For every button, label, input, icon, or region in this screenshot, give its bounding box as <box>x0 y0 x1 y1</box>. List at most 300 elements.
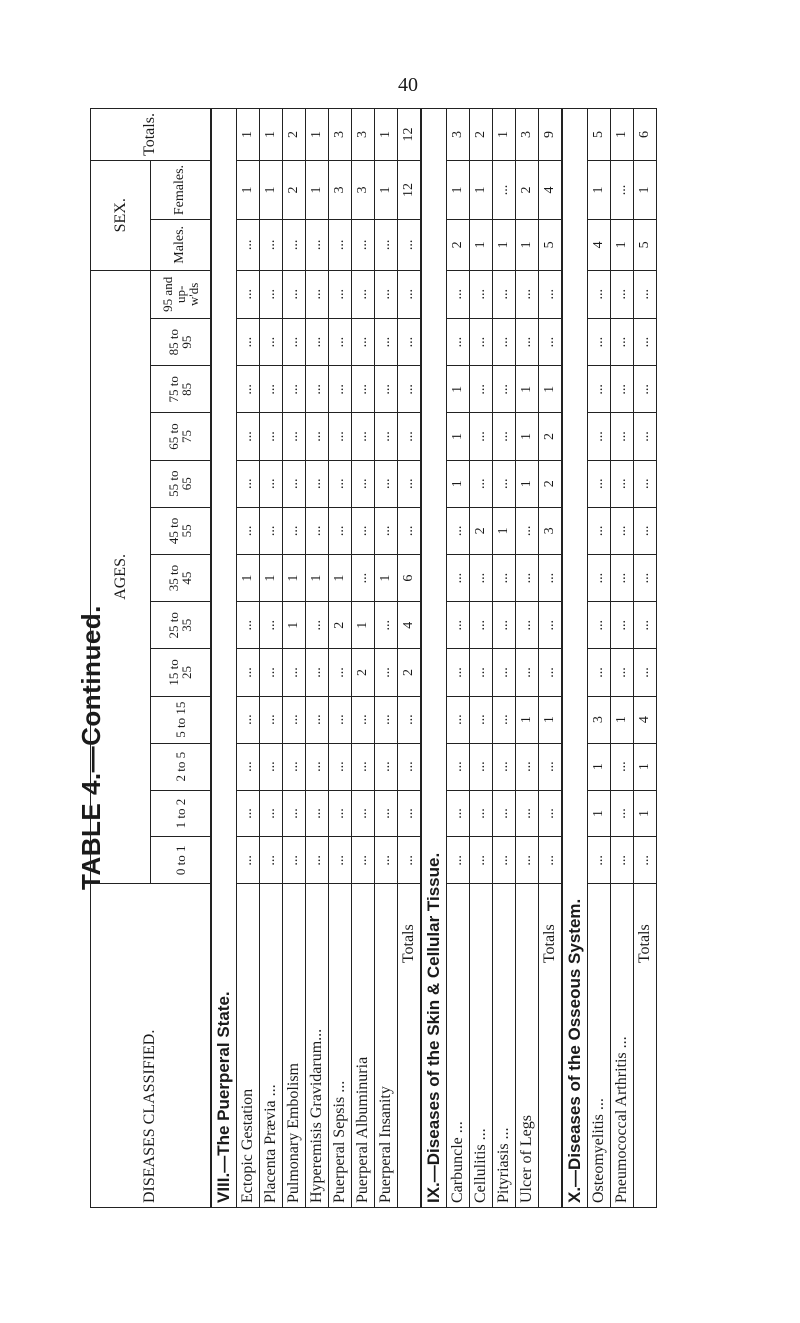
age-group-header: 75 to 85 <box>151 366 211 413</box>
age-count: ... <box>469 555 492 602</box>
age-count: ... <box>351 555 374 602</box>
age-count: ... <box>397 837 421 884</box>
age-count: 1 <box>587 743 610 790</box>
age-count: ... <box>236 460 259 507</box>
age-group-header: 5 to 15 <box>151 696 211 743</box>
age-count: ... <box>236 696 259 743</box>
age-count: ... <box>538 649 562 696</box>
age-count: ... <box>259 837 282 884</box>
males-count: ... <box>328 220 351 270</box>
age-count: ... <box>610 555 633 602</box>
age-count: ... <box>492 555 515 602</box>
age-count: 1 <box>282 555 305 602</box>
age-count: ... <box>492 790 515 837</box>
age-count: ... <box>446 790 469 837</box>
age-count: ... <box>305 602 328 649</box>
females-count: ... <box>610 160 633 219</box>
age-count: ... <box>259 319 282 366</box>
age-count: ... <box>469 649 492 696</box>
age-count: ... <box>469 602 492 649</box>
age-count: ... <box>259 366 282 413</box>
age-count: ... <box>282 649 305 696</box>
total-count: 3 <box>446 109 469 161</box>
age-count: ... <box>469 413 492 460</box>
totals-row <box>538 109 562 1208</box>
males-count: 1 <box>610 220 633 270</box>
age-count: ... <box>587 270 610 319</box>
disease-row <box>515 109 538 1208</box>
age-count: 1 <box>446 460 469 507</box>
age-count: ... <box>328 413 351 460</box>
age-count: ... <box>587 366 610 413</box>
age-count: 3 <box>538 507 562 554</box>
totals-label: Totals <box>397 884 421 1208</box>
age-count: ... <box>236 366 259 413</box>
age-count: ... <box>446 649 469 696</box>
age-count: ... <box>351 743 374 790</box>
age-count: ... <box>305 790 328 837</box>
age-count: 2 <box>351 649 374 696</box>
age-count: ... <box>328 696 351 743</box>
page-number: 40 <box>398 74 418 96</box>
males-count: 5 <box>633 220 656 270</box>
age-count: 1 <box>515 366 538 413</box>
disease-row <box>587 109 610 1208</box>
age-count: ... <box>515 319 538 366</box>
disease-name: Puerperal Albuminuria <box>351 884 374 1208</box>
disease-row <box>259 109 282 1208</box>
age-count: 1 <box>236 555 259 602</box>
age-count: ... <box>397 507 421 554</box>
females-count: 1 <box>633 160 656 219</box>
age-count: 4 <box>633 696 656 743</box>
age-count: ... <box>469 319 492 366</box>
disease-row <box>351 109 374 1208</box>
age-count: ... <box>374 413 397 460</box>
age-group-header: 55 to 65 <box>151 460 211 507</box>
age-count: ... <box>469 837 492 884</box>
females-count: 2 <box>282 160 305 219</box>
age-count: ... <box>259 507 282 554</box>
age-count: ... <box>282 270 305 319</box>
age-count: ... <box>492 602 515 649</box>
section-row <box>211 109 237 1208</box>
age-count: ... <box>351 837 374 884</box>
age-count: ... <box>305 837 328 884</box>
age-count: ... <box>538 319 562 366</box>
age-count: ... <box>236 413 259 460</box>
age-count: ... <box>259 696 282 743</box>
disease-row <box>236 109 259 1208</box>
age-count: ... <box>397 319 421 366</box>
age-count: ... <box>492 413 515 460</box>
age-count: ... <box>259 602 282 649</box>
age-count: 2 <box>538 413 562 460</box>
age-count: ... <box>633 460 656 507</box>
disease-name: Hyperemisis Gravidarum... <box>305 884 328 1208</box>
disease-row <box>610 109 633 1208</box>
age-count: ... <box>587 649 610 696</box>
age-count: ... <box>328 743 351 790</box>
age-count: ... <box>469 270 492 319</box>
males-count: ... <box>397 220 421 270</box>
age-count: ... <box>374 602 397 649</box>
total-count: 3 <box>515 109 538 161</box>
males-count: 1 <box>469 220 492 270</box>
age-count: ... <box>397 790 421 837</box>
age-count: ... <box>282 696 305 743</box>
age-count: ... <box>374 696 397 743</box>
disease-row <box>328 109 351 1208</box>
males-count: ... <box>374 220 397 270</box>
age-count: ... <box>236 837 259 884</box>
age-count: ... <box>446 319 469 366</box>
age-count: ... <box>515 270 538 319</box>
age-count: 1 <box>282 602 305 649</box>
age-count: ... <box>587 555 610 602</box>
total-count: 2 <box>469 109 492 161</box>
disease-row <box>492 109 515 1208</box>
males-count: 5 <box>538 220 562 270</box>
age-count: ... <box>610 790 633 837</box>
age-count: ... <box>351 460 374 507</box>
females-count: 1 <box>469 160 492 219</box>
age-count: ... <box>633 649 656 696</box>
disease-row <box>469 109 492 1208</box>
age-count: ... <box>492 696 515 743</box>
age-count: ... <box>305 270 328 319</box>
total-count: 6 <box>633 109 656 161</box>
age-count: ... <box>492 366 515 413</box>
age-count: ... <box>374 649 397 696</box>
disease-name: Osteomyelitis ... <box>587 884 610 1208</box>
age-count: ... <box>397 460 421 507</box>
age-count: ... <box>397 270 421 319</box>
disease-name: Cellulitis ... <box>469 884 492 1208</box>
females-count: 4 <box>538 160 562 219</box>
disease-row <box>374 109 397 1208</box>
age-count: ... <box>282 413 305 460</box>
total-count: 1 <box>236 109 259 161</box>
age-count: ... <box>515 555 538 602</box>
disease-name: Pulmonary Embolism <box>282 884 305 1208</box>
females-count: 1 <box>446 160 469 219</box>
age-count: ... <box>538 555 562 602</box>
age-count: 1 <box>374 555 397 602</box>
females-count: 1 <box>587 160 610 219</box>
age-group-header: 85 to 95 <box>151 319 211 366</box>
males-count: ... <box>305 220 328 270</box>
age-count: ... <box>538 790 562 837</box>
age-count: ... <box>351 507 374 554</box>
age-count: ... <box>538 270 562 319</box>
table-title: TABLE 4.—Continued. <box>76 605 106 890</box>
females-count: 3 <box>328 160 351 219</box>
age-count: 1 <box>633 743 656 790</box>
females-count: 1 <box>374 160 397 219</box>
total-count: 1 <box>374 109 397 161</box>
age-count: ... <box>282 319 305 366</box>
age-count: ... <box>492 270 515 319</box>
age-count: ... <box>259 460 282 507</box>
age-count: ... <box>515 837 538 884</box>
age-count: ... <box>610 460 633 507</box>
age-count: 1 <box>633 790 656 837</box>
age-count: ... <box>236 319 259 366</box>
age-count: ... <box>469 460 492 507</box>
age-count: ... <box>610 270 633 319</box>
age-count: ... <box>610 366 633 413</box>
males-count: ... <box>236 220 259 270</box>
section-title: IX.—Diseases of the Skin & Cellular Tissue. <box>421 109 447 1208</box>
age-count: ... <box>446 555 469 602</box>
age-count: ... <box>374 790 397 837</box>
age-count: 1 <box>515 460 538 507</box>
age-count: ... <box>610 413 633 460</box>
age-count: 2 <box>538 460 562 507</box>
age-count: ... <box>469 366 492 413</box>
age-count: ... <box>351 413 374 460</box>
age-count: ... <box>374 319 397 366</box>
age-count: ... <box>305 696 328 743</box>
total-count: 3 <box>328 109 351 161</box>
age-count: 3 <box>587 696 610 743</box>
age-count: ... <box>515 602 538 649</box>
age-count: 1 <box>305 555 328 602</box>
age-count: 1 <box>446 413 469 460</box>
age-count: ... <box>236 743 259 790</box>
age-count: ... <box>259 790 282 837</box>
age-count: ... <box>305 460 328 507</box>
females-count: 1 <box>259 160 282 219</box>
age-count: 4 <box>397 602 421 649</box>
section-title: VIII.—The Puerperal State. <box>211 109 237 1208</box>
age-count: ... <box>469 790 492 837</box>
age-count: ... <box>374 366 397 413</box>
disease-name: Ulcer of Legs <box>515 884 538 1208</box>
age-count: ... <box>328 460 351 507</box>
age-count: ... <box>633 366 656 413</box>
age-count: ... <box>610 507 633 554</box>
age-count: ... <box>610 602 633 649</box>
age-count: ... <box>282 507 305 554</box>
age-count: ... <box>610 649 633 696</box>
age-count: ... <box>538 743 562 790</box>
age-count: 1 <box>538 366 562 413</box>
age-count: ... <box>259 413 282 460</box>
age-count: ... <box>351 696 374 743</box>
age-count: ... <box>515 790 538 837</box>
age-count: 1 <box>610 696 633 743</box>
total-count: 1 <box>305 109 328 161</box>
age-count: ... <box>515 743 538 790</box>
age-group-header: 15 to 25 <box>151 649 211 696</box>
age-count: ... <box>587 837 610 884</box>
diseases-table <box>90 108 657 1208</box>
total-count: 9 <box>538 109 562 161</box>
females-count: 12 <box>397 160 421 219</box>
age-count: ... <box>587 460 610 507</box>
age-count: ... <box>492 649 515 696</box>
age-count: ... <box>492 460 515 507</box>
age-group-header: 35 to 45 <box>151 555 211 602</box>
age-count: ... <box>305 413 328 460</box>
age-count: ... <box>446 696 469 743</box>
age-count: ... <box>236 602 259 649</box>
total-count: 5 <box>587 109 610 161</box>
disease-name: Placenta Prævia ... <box>259 884 282 1208</box>
age-count: ... <box>351 366 374 413</box>
age-count: ... <box>328 649 351 696</box>
disease-name: Carbuncle ... <box>446 884 469 1208</box>
age-count: ... <box>282 743 305 790</box>
age-count: ... <box>328 270 351 319</box>
age-count: ... <box>538 602 562 649</box>
age-count: ... <box>633 602 656 649</box>
females-header: Females. <box>151 160 211 219</box>
age-count: 1 <box>492 507 515 554</box>
females-count: 1 <box>305 160 328 219</box>
totals-label: Totals <box>538 884 562 1208</box>
age-count: ... <box>328 319 351 366</box>
age-count: ... <box>633 507 656 554</box>
age-count: ... <box>633 413 656 460</box>
age-group-header: 65 to 75 <box>151 413 211 460</box>
disease-row <box>282 109 305 1208</box>
age-count: ... <box>397 366 421 413</box>
males-count: ... <box>259 220 282 270</box>
age-count: ... <box>259 270 282 319</box>
females-count: ... <box>492 160 515 219</box>
age-count: ... <box>515 649 538 696</box>
age-count: ... <box>236 790 259 837</box>
age-count: ... <box>587 319 610 366</box>
age-count: ... <box>374 460 397 507</box>
males-count: 2 <box>446 220 469 270</box>
disease-row <box>446 109 469 1208</box>
age-count: ... <box>492 743 515 790</box>
age-count: ... <box>538 837 562 884</box>
total-count: 3 <box>351 109 374 161</box>
disease-name: Pneumococcal Arthritis ... <box>610 884 633 1208</box>
age-count: ... <box>610 319 633 366</box>
age-count: 1 <box>328 555 351 602</box>
age-count: ... <box>328 507 351 554</box>
age-count: ... <box>259 649 282 696</box>
disease-name: Ectopic Gestation <box>236 884 259 1208</box>
age-count: ... <box>328 837 351 884</box>
age-count: ... <box>351 319 374 366</box>
age-count: ... <box>610 743 633 790</box>
age-count: ... <box>446 743 469 790</box>
age-count: ... <box>282 790 305 837</box>
age-count: 6 <box>397 555 421 602</box>
age-count: ... <box>282 460 305 507</box>
age-count: ... <box>492 319 515 366</box>
males-count: 1 <box>515 220 538 270</box>
total-count: 1 <box>259 109 282 161</box>
females-count: 1 <box>236 160 259 219</box>
age-count: 1 <box>515 413 538 460</box>
totals-row <box>633 109 656 1208</box>
totals-header: Totals. <box>91 109 211 161</box>
age-count: 1 <box>587 790 610 837</box>
age-count: ... <box>633 270 656 319</box>
males-count: ... <box>282 220 305 270</box>
age-count: ... <box>328 790 351 837</box>
males-count: 1 <box>492 220 515 270</box>
males-count: ... <box>351 220 374 270</box>
age-count: ... <box>446 507 469 554</box>
age-count: ... <box>351 790 374 837</box>
males-header: Males. <box>151 220 211 270</box>
age-count: ... <box>328 366 351 413</box>
age-count: ... <box>397 743 421 790</box>
age-count: ... <box>259 743 282 790</box>
totals-label: Totals <box>633 884 656 1208</box>
age-count: ... <box>305 649 328 696</box>
age-count: ... <box>469 743 492 790</box>
section-title: X.—Diseases of the Osseous System. <box>562 109 588 1208</box>
age-count: ... <box>397 696 421 743</box>
age-count: ... <box>469 696 492 743</box>
age-count: ... <box>374 270 397 319</box>
age-group-header: 1 to 2 <box>151 790 211 837</box>
age-group-header: 25 to 35 <box>151 602 211 649</box>
disease-name: Pityriasis ... <box>492 884 515 1208</box>
total-count: 1 <box>492 109 515 161</box>
totals-row <box>397 109 421 1208</box>
diseases-header: DISEASES CLASSIFIED. <box>91 884 211 1208</box>
females-count: 2 <box>515 160 538 219</box>
age-count: ... <box>446 837 469 884</box>
disease-name: Puerperal Sepsis ... <box>328 884 351 1208</box>
ages-header: AGES. <box>91 270 151 884</box>
age-count: ... <box>587 413 610 460</box>
age-group-header: 2 to 5 <box>151 743 211 790</box>
age-count: ... <box>587 507 610 554</box>
age-count: ... <box>351 270 374 319</box>
age-count: ... <box>374 837 397 884</box>
table-body <box>211 109 657 1208</box>
age-count: ... <box>515 507 538 554</box>
age-count: ... <box>633 555 656 602</box>
age-count: ... <box>374 743 397 790</box>
age-count: ... <box>397 413 421 460</box>
age-count: ... <box>305 743 328 790</box>
age-count: 1 <box>446 366 469 413</box>
age-count: ... <box>492 837 515 884</box>
total-count: 1 <box>610 109 633 161</box>
age-count: ... <box>587 602 610 649</box>
age-count: 1 <box>259 555 282 602</box>
age-count: ... <box>236 270 259 319</box>
males-count: 4 <box>587 220 610 270</box>
age-count: ... <box>236 649 259 696</box>
age-count: ... <box>633 319 656 366</box>
age-count: ... <box>305 319 328 366</box>
age-count: ... <box>305 507 328 554</box>
section-row <box>421 109 447 1208</box>
section-row <box>562 109 588 1208</box>
sex-header: SEX. <box>91 160 151 270</box>
age-count: 1 <box>538 696 562 743</box>
females-count: 3 <box>351 160 374 219</box>
age-count: ... <box>374 507 397 554</box>
age-group-header: 95 and up-w'ds <box>151 270 211 319</box>
age-count: 1 <box>515 696 538 743</box>
age-count: ... <box>446 270 469 319</box>
